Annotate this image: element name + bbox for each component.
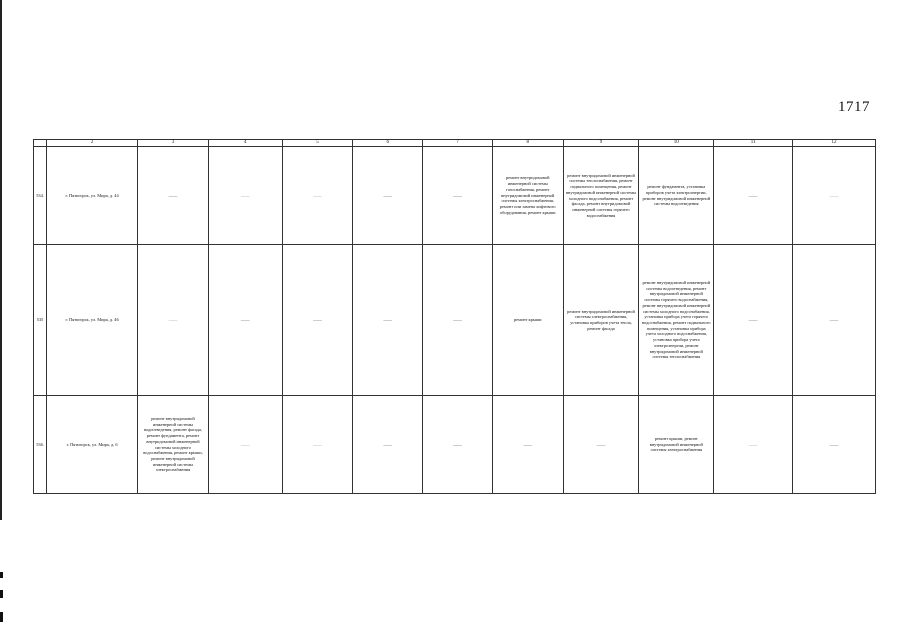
empty-dash-cell: —— bbox=[423, 396, 493, 494]
row-number: 535 bbox=[34, 245, 47, 396]
table-row bbox=[34, 396, 876, 494]
row-number: 536. bbox=[34, 396, 47, 494]
work-description-cell: ремонт крыши, ремонт внутридомовой инженерной системы электроснабжения bbox=[639, 396, 714, 494]
table-row bbox=[34, 245, 876, 396]
column-header: 8 bbox=[492, 140, 563, 147]
address-cell: г. Пятигорск, ул. Мира, д. 46 bbox=[47, 245, 138, 396]
column-number-row bbox=[34, 140, 876, 147]
empty-dash-cell: —— bbox=[208, 147, 282, 245]
address-cell: г. Пятигорск, ул. Мира, д. 44 bbox=[47, 147, 138, 245]
column-header: 12 bbox=[793, 140, 876, 147]
empty-dash-cell: —— bbox=[138, 245, 209, 396]
empty-dash-cell: —— bbox=[714, 396, 793, 494]
empty-dash-cell: —— bbox=[282, 396, 353, 494]
column-header: 7 bbox=[423, 140, 493, 147]
empty-dash-cell: —— bbox=[714, 147, 793, 245]
scan-mark bbox=[0, 612, 3, 622]
empty-dash-cell: —— bbox=[492, 396, 563, 494]
work-description-cell: ремонт внутридомовой инженерной системы водоотведения, ремонт фасада, ремонт фундамента, ремонт внутридомовой инженерной системы холодного водоснабжения, ремонт крыши, ремонт внутридомовой инженерной системы электроснабжения bbox=[138, 396, 209, 494]
empty-dash-cell: —— bbox=[793, 147, 876, 245]
work-description-cell: ремонт внутридомовой инженерной системы газоснабжения, ремонт внутридомовой инженерной системы электроснабжения, ремонт или замена лифтового оборудования, ремонт крыши bbox=[492, 147, 563, 245]
scan-border-left bbox=[0, 0, 2, 520]
empty-dash-cell: —— bbox=[793, 396, 876, 494]
empty-dash-cell: —— bbox=[208, 396, 282, 494]
column-header: 9 bbox=[563, 140, 639, 147]
work-description-cell: ремонт внутридомовой инженерной системы электроснабжения, установка приборов учета тепла, ремонт фасада bbox=[563, 245, 639, 396]
column-header: 2 bbox=[47, 140, 138, 147]
work-description-cell: ремонт фундамента, установка приборов учета электроэнергии, ремонт внутридомовой инженерной системы водоотведения bbox=[639, 147, 714, 245]
empty-dash-cell: —— bbox=[282, 147, 353, 245]
empty-dash-cell: —— bbox=[353, 147, 423, 245]
column-header: 11 bbox=[714, 140, 793, 147]
scan-mark bbox=[0, 590, 3, 598]
empty-dash-cell: —— bbox=[208, 245, 282, 396]
scan-mark bbox=[0, 572, 3, 578]
page-number: 1717 bbox=[838, 99, 870, 115]
work-description-cell: ремонт внутридомовой инженерной системы водоотведения, ремонт внутридомовой инженерной системы горячего водоснабжения, ремонт внутридомовой инженерной системы холодного водоснабжения, установка прибора учета горячего водоснабжения, ремонт подвального помещения, установка прибора учета холодного водоснабжения, установка прибора учета электроэнергии, ремонт внутридомовой инженерной системы теплоснабжения bbox=[639, 245, 714, 396]
work-description-cell: ремонт внутридомовой инженерной системы теплоснабжения, ремонт подвального помещения, ремонт внутридомовой инженерной системы холодного водоснабжения, ремонт фасада, ремонт внутридомовой инженерной системы горячего водоснабжения bbox=[563, 147, 639, 245]
empty-dash-cell: —— bbox=[423, 245, 493, 396]
empty-dash-cell: —— bbox=[423, 147, 493, 245]
empty-dash-cell: —— bbox=[282, 245, 353, 396]
empty-dash-cell: —— bbox=[714, 245, 793, 396]
empty-dash-cell: —— bbox=[138, 147, 209, 245]
column-header: 4 bbox=[208, 140, 282, 147]
column-header bbox=[34, 140, 47, 147]
column-header: 5 bbox=[282, 140, 353, 147]
repair-schedule-table bbox=[33, 139, 876, 494]
empty-dash-cell: —— bbox=[563, 396, 639, 494]
address-cell: г. Пятигорск, ул. Мира, д. 6 bbox=[47, 396, 138, 494]
empty-dash-cell: —— bbox=[353, 245, 423, 396]
work-description-cell: ремонт крыши bbox=[492, 245, 563, 396]
empty-dash-cell: —— bbox=[793, 245, 876, 396]
table-row bbox=[34, 147, 876, 245]
empty-dash-cell: —— bbox=[353, 396, 423, 494]
column-header: 10 bbox=[639, 140, 714, 147]
column-header: 6 bbox=[353, 140, 423, 147]
row-number: 534. bbox=[34, 147, 47, 245]
column-header: 3 bbox=[138, 140, 209, 147]
